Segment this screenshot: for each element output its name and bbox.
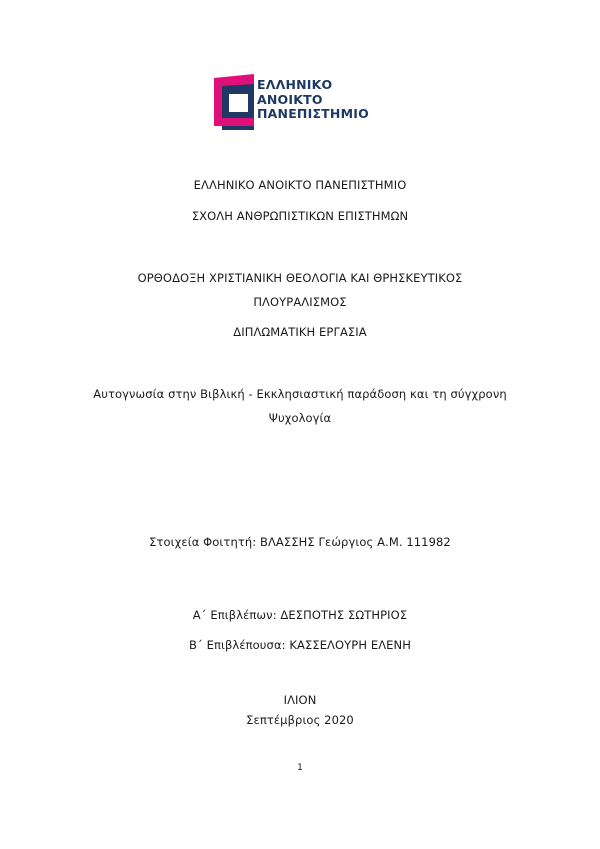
logo-wordmark	[257, 78, 397, 122]
school-name: ΣΧΟΛΗ ΑΝΘΡΩΠΙΣΤΙΚΩΝ ΕΠΙΣΤΗΜΩΝ	[191, 209, 409, 223]
first-supervisor: Α΄ Επιβλέπων: ΔΕΣΠΟΤΗΣ ΣΩΤΗΡΙΟΣ	[192, 608, 408, 622]
page-number: 1	[297, 763, 303, 773]
place: ΙΛΙΟΝ	[283, 693, 317, 707]
program-name-line-1: ΟΡΘΟΔΟΞΗ ΧΡΙΣΤΙΑΝΙΚΗ ΘΕΟΛΟΓΙΑ ΚΑΙ ΘΡΗΣΚΕΥΤΙΚΟΣ	[137, 271, 463, 285]
student-info: Στοιχεία Φοιτητή: ΒΛΑΣΣΗΣ Γεώργιος Α.Μ. 111982	[149, 535, 451, 549]
logo-line-2: ΑΝΟΙΚΤΟ	[257, 91, 323, 107]
logo-line-3: ΠΑΝΕΠΙΣΤΗΜΙΟ	[257, 106, 369, 121]
program-name-line-2: ΠΛΟΥΡΑΛΙΣΜΟΣ	[253, 295, 347, 309]
date: Σεπτέμβριος 2020	[246, 713, 354, 727]
thesis-title-line-2: Ψυχολογία	[268, 411, 332, 425]
logo-emblem-icon	[212, 72, 260, 132]
thesis-title-line-1: Αυτογνωσία στην Βιβλική - Εκκλησιαστική παράδοση και τη σύγχρονη	[93, 387, 507, 401]
document-type: ΔΙΠΛΩΜΑΤΙΚΗ ΕΡΓΑΣΙΑ	[233, 325, 367, 339]
university-logo	[212, 72, 392, 132]
second-supervisor: Β΄ Επιβλέπουσα: ΚΑΣΣΕΛΟΥΡΗ ΕΛΕΝΗ	[189, 638, 411, 652]
university-name: ΕΛΛΗΝΙΚΟ ΑΝΟΙΚΤΟ ΠΑΝΕΠΙΣΤΗΜΙΟ	[193, 178, 407, 192]
logo-line-1: ΕΛΛΗΝΙΚΟ	[257, 77, 333, 92]
